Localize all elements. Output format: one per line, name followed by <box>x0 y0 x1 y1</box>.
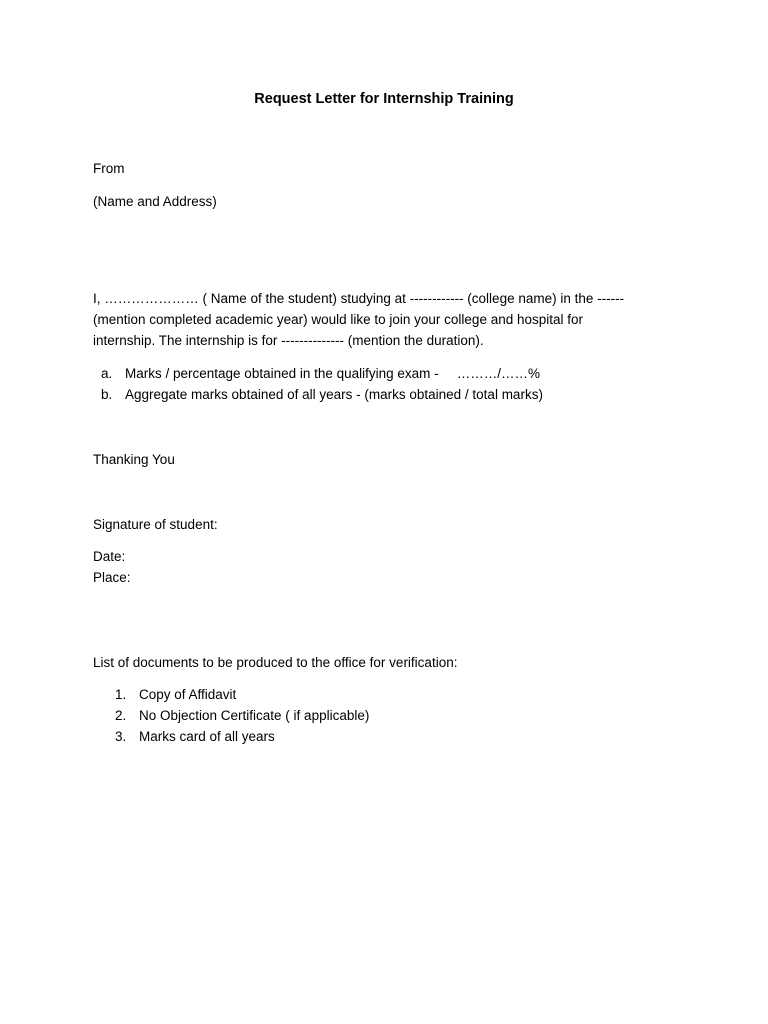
place-label: Place: <box>93 570 131 585</box>
list-item <box>115 684 369 705</box>
closing-text: Thanking You <box>93 452 175 467</box>
list-marker: a. <box>101 366 113 381</box>
list-marker: b. <box>101 387 113 402</box>
list-marker: 1. <box>115 687 127 702</box>
list-marker: 3. <box>115 729 127 744</box>
request-paragraph <box>93 288 653 351</box>
documents-heading: List of documents to be produced to the office for verification: <box>93 655 458 670</box>
paragraph-line: I, ………………… ( Name of the student) studying at ------------ (college name) in the ------ <box>93 291 625 306</box>
list-item <box>101 384 543 405</box>
list-item <box>115 726 369 747</box>
list-item <box>115 705 369 726</box>
paragraph-line: (mention completed academic year) would like to join your college and hospital for <box>93 312 584 327</box>
document-label: Marks card of all years <box>139 729 275 744</box>
documents-list <box>115 684 369 747</box>
document-label: Copy of Affidavit <box>139 687 237 702</box>
criteria-label: Marks / percentage obtained in the qualifying exam - <box>125 366 439 381</box>
criteria-label: Aggregate marks obtained of all years - (marks obtained / total marks) <box>125 387 543 402</box>
page-title: Request Letter for Internship Training <box>254 91 514 107</box>
paragraph-line: internship. The internship is for -------------- (mention the duration). <box>93 333 484 348</box>
document-label: No Objection Certificate ( if applicable) <box>139 708 370 723</box>
signature-label: Signature of student: <box>93 517 218 532</box>
name-address-placeholder: (Name and Address) <box>93 194 217 209</box>
list-marker: 2. <box>115 708 127 723</box>
list-item <box>101 363 543 384</box>
from-label: From <box>93 161 125 176</box>
date-label: Date: <box>93 549 126 564</box>
criteria-list <box>101 363 543 405</box>
criteria-value: ………/……% <box>456 366 540 381</box>
